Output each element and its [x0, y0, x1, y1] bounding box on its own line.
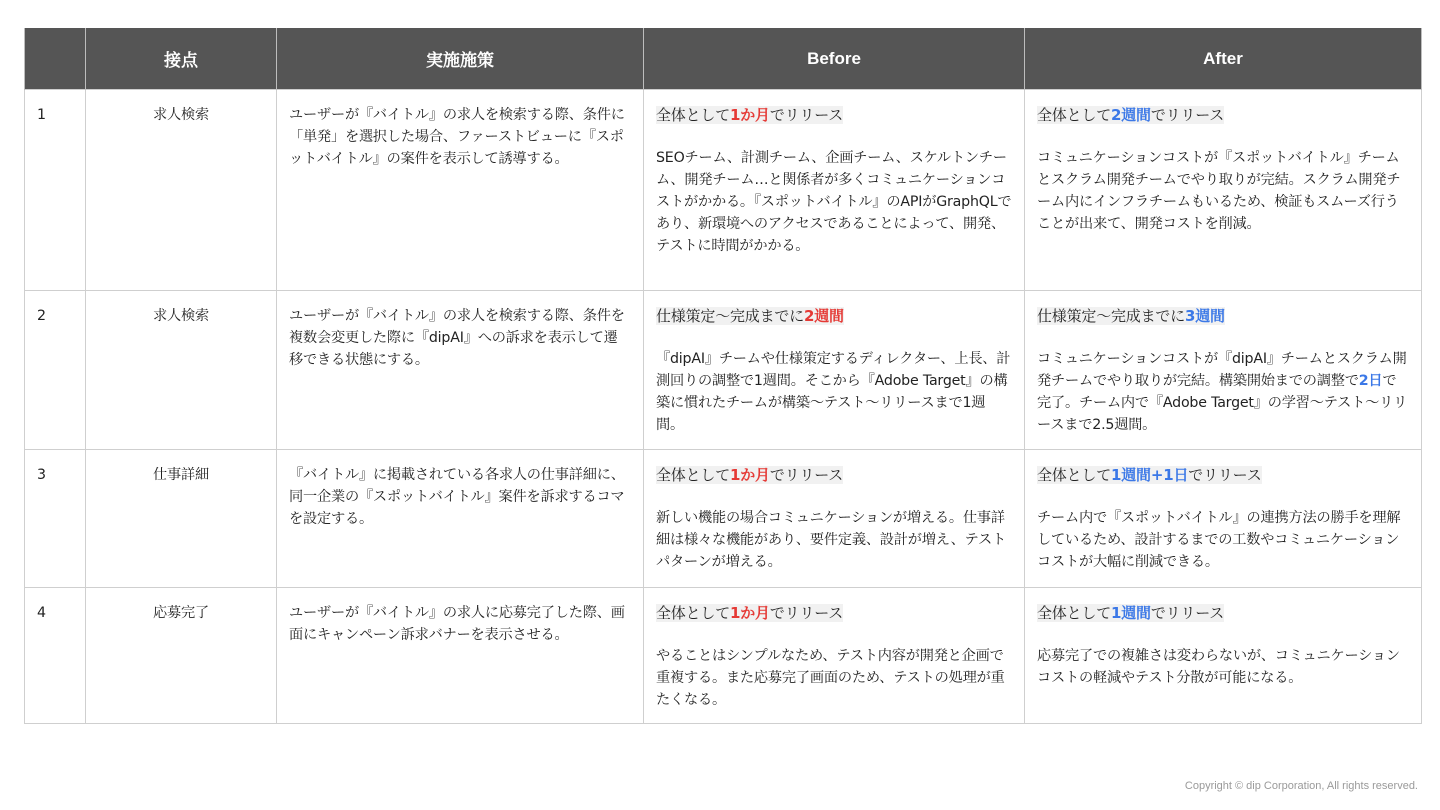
before-summary-prefix: 仕様策定～完成までに: [656, 307, 805, 325]
before-detail: やることはシンプルなため、テスト内容が開発と企画で重複する。また応募完了画面のため、テストの処理が重たくなる。: [656, 648, 1005, 708]
header-after: After: [1025, 28, 1422, 90]
after-summary: [1037, 106, 1224, 124]
after-duration: 3週間: [1185, 307, 1225, 325]
row-touchpoint: 求人検索: [86, 291, 277, 450]
copyright-notice: Copyright © dip Corporation, All rights reserved.: [1184, 780, 1418, 792]
after-summary-prefix: 全体として: [1037, 466, 1112, 484]
before-detail: 新しい機能の場合コミュニケーションが増える。仕事詳細は様々な機能があり、要件定義、設計が増え、テストパターンが増える。: [656, 510, 1006, 570]
after-summary: [1037, 604, 1224, 622]
row-touchpoint: 仕事詳細: [86, 450, 277, 588]
after-duration: 1週間+1日: [1111, 466, 1189, 484]
before-summary-prefix: 全体として: [656, 466, 731, 484]
row-number: 1: [25, 90, 86, 291]
row-before: [644, 450, 1025, 588]
row-before: [644, 588, 1025, 724]
row-measure: 『バイトル』に掲載されている各求人の仕事詳細に、同一企業の『スポットバイトル』案件を訴求するコマを設定する。: [277, 450, 644, 588]
before-duration: 1か月: [730, 106, 770, 124]
row-measure: ユーザーが『バイトル』の求人を検索する際、条件を複数会変更した際に『dipAI』への訴求を表示して遷移できる状態にする。: [277, 291, 644, 450]
after-summary: [1037, 307, 1225, 325]
header-touchpoint: 接点: [86, 28, 277, 90]
after-detail: [1037, 147, 1409, 235]
before-duration: 1か月: [730, 466, 770, 484]
before-summary: [656, 106, 843, 124]
table-row: [25, 90, 1422, 291]
before-summary: [656, 466, 843, 484]
after-detail-text: コミュニケーションコストが『dipAI』チームとスクラム開発チームでやり取りが完結。構築開始までの調整で: [1037, 351, 1407, 389]
after-summary: [1037, 466, 1262, 484]
header-number: [25, 28, 86, 90]
row-before: [644, 291, 1025, 450]
after-detail: [1037, 645, 1409, 689]
after-summary-prefix: 全体として: [1037, 604, 1112, 622]
header-measure: 実施施策: [277, 28, 644, 90]
after-summary-prefix: 仕様策定～完成までに: [1037, 307, 1186, 325]
after-detail: [1037, 507, 1409, 573]
after-detail: [1037, 348, 1409, 436]
after-detail-text: コミュニケーションコストが『スポットバイトル』チームとスクラム開発チームでやり取りが完結。スクラム開発チーム内にインフラチームもいるため、検証もスムーズ行うことが出来て、開発コストを削減。: [1037, 150, 1401, 232]
table-row: [25, 291, 1422, 450]
before-summary-suffix: でリリース: [769, 604, 844, 622]
after-detail-text: 応募完了での複雑さは変わらないが、コミュニケーションコストの軽減やテスト分散が可能になる。: [1037, 648, 1400, 686]
table-header-row: [25, 28, 1422, 90]
table-row: [25, 588, 1422, 724]
row-measure: ユーザーが『バイトル』の求人を検索する際、条件に「単発」を選択した場合、ファーストビューに『スポットバイトル』の案件を表示して誘導する。: [277, 90, 644, 291]
before-duration: 1か月: [730, 604, 770, 622]
row-before: [644, 90, 1025, 291]
before-duration: 2週間: [804, 307, 844, 325]
before-summary-prefix: 全体として: [656, 604, 731, 622]
row-number: 4: [25, 588, 86, 724]
row-number: 3: [25, 450, 86, 588]
before-summary: [656, 604, 843, 622]
row-after: [1025, 291, 1422, 450]
after-detail-highlight: 2日: [1358, 373, 1383, 389]
before-summary-suffix: でリリース: [769, 106, 844, 124]
before-summary: [656, 307, 844, 325]
after-detail-text-end: で完了。チーム内で『Adobe Target』の学習～テスト～リリースまで2.5週間。: [1037, 373, 1408, 433]
header-before: Before: [644, 28, 1025, 90]
before-summary-suffix: でリリース: [769, 466, 844, 484]
table-row: [25, 450, 1422, 588]
comparison-table: [24, 28, 1422, 724]
after-summary-suffix: でリリース: [1150, 106, 1225, 124]
row-touchpoint: 求人検索: [86, 90, 277, 291]
after-summary-suffix: でリリース: [1188, 466, 1262, 484]
before-detail: 『dipAI』チームや仕様策定するディレクター、上長、計測回りの調整で1週間。そこから『Adobe Target』の構築に慣れたチームが構築～テスト～リリースまで1週間。: [656, 351, 1011, 433]
row-measure: ユーザーが『バイトル』の求人に応募完了した際、画面にキャンペーン訴求バナーを表示させる。: [277, 588, 644, 724]
after-duration: 1週間: [1111, 604, 1151, 622]
row-after: [1025, 588, 1422, 724]
after-duration: 2週間: [1111, 106, 1151, 124]
after-summary-prefix: 全体として: [1037, 106, 1112, 124]
before-detail: SEOチーム、計測チーム、企画チーム、スケルトンチーム、開発チーム…と関係者が多くコミュニケーションコストがかかる。『スポットバイトル』のAPIがGraphQLであり、新環境へのアクセスであることによって、開発、テストに時間がかかる。: [656, 150, 1012, 254]
row-after: [1025, 90, 1422, 291]
after-detail-text: チーム内で『スポットバイトル』の連携方法の勝手を理解しているため、設計するまでの工数やコミュニケーションコストが大幅に削減できる。: [1037, 510, 1401, 570]
row-number: 2: [25, 291, 86, 450]
row-after: [1025, 450, 1422, 588]
after-summary-suffix: でリリース: [1150, 604, 1225, 622]
before-summary-prefix: 全体として: [656, 106, 731, 124]
row-touchpoint: 応募完了: [86, 588, 277, 724]
